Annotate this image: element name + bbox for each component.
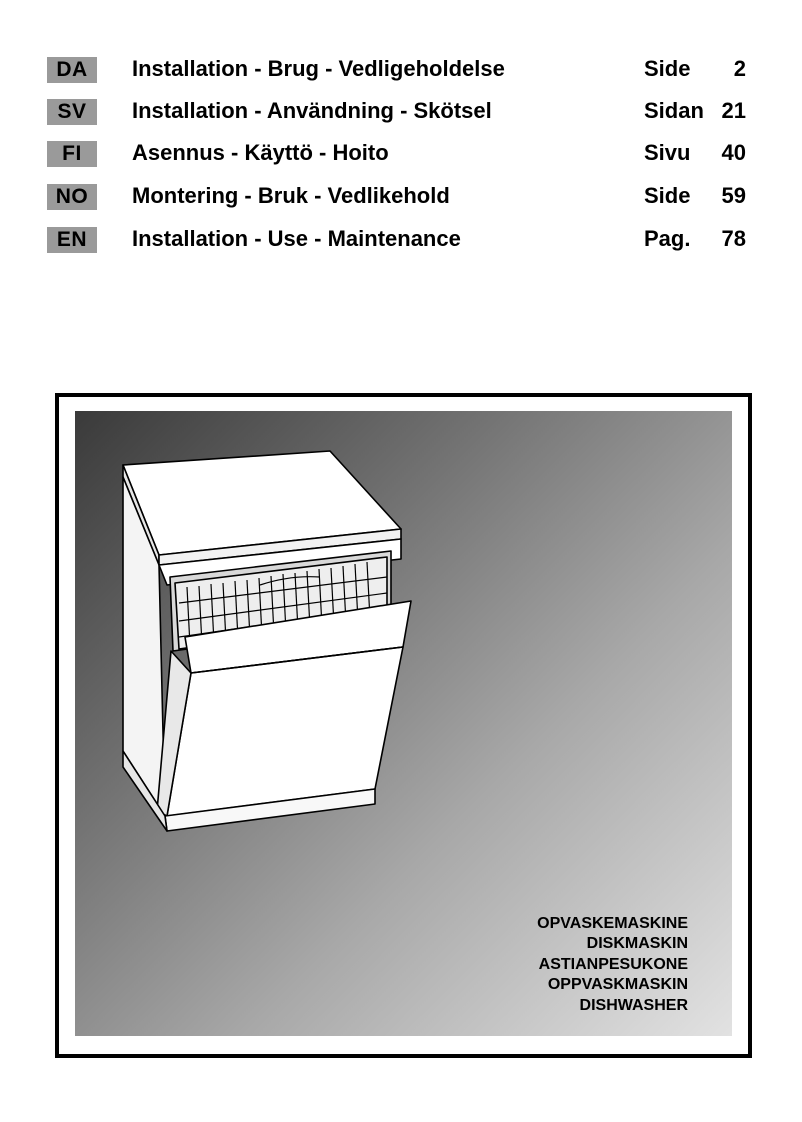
toc-title: Montering - Bruk - Vedlikehold	[132, 183, 450, 208]
cover-panel	[75, 411, 732, 1036]
toc-page-label: Pag.	[644, 226, 691, 251]
toc-title: Installation - Användning - Skötsel	[132, 98, 492, 123]
toc-row-en[interactable]	[0, 227, 802, 267]
toc-page-number: 59	[721, 183, 746, 208]
toc-page-label: Sidan	[644, 98, 704, 123]
toc-page-label: Side	[644, 56, 691, 81]
toc-title: Installation - Use - Maintenance	[132, 226, 461, 251]
toc-page-number: 78	[721, 226, 746, 251]
toc-page-label: Sivu	[644, 140, 691, 165]
product-name-en: DISHWASHER	[579, 996, 688, 1014]
language-badge: SV	[47, 99, 97, 125]
toc-title: Installation - Brug - Vedligeholdelse	[132, 56, 505, 81]
product-names	[537, 914, 688, 1017]
product-name-no: OPPVASKMASKIN	[547, 976, 688, 993]
product-name-da: OPVASKEMASKINE	[537, 914, 688, 932]
language-badge: NO	[47, 184, 97, 210]
toc-page-number: 40	[721, 140, 746, 165]
language-badge: EN	[47, 227, 97, 253]
toc-row-no[interactable]	[0, 184, 802, 224]
product-name-sv: DISKMASKIN	[586, 935, 688, 952]
toc-page-number: 2	[733, 56, 746, 81]
cover-frame	[55, 393, 752, 1058]
language-badge: FI	[47, 141, 97, 167]
language-badge: DA	[47, 57, 97, 83]
toc-title: Asennus - Käyttö - Hoito	[132, 140, 389, 165]
toc-row-sv[interactable]	[0, 99, 802, 139]
toc-row-da[interactable]	[0, 57, 802, 97]
toc-page-label: Side	[644, 183, 691, 208]
toc-page-number: 21	[721, 98, 746, 123]
toc-row-fi[interactable]	[0, 141, 802, 181]
product-name-fi: ASTIANPESUKONE	[538, 955, 688, 973]
